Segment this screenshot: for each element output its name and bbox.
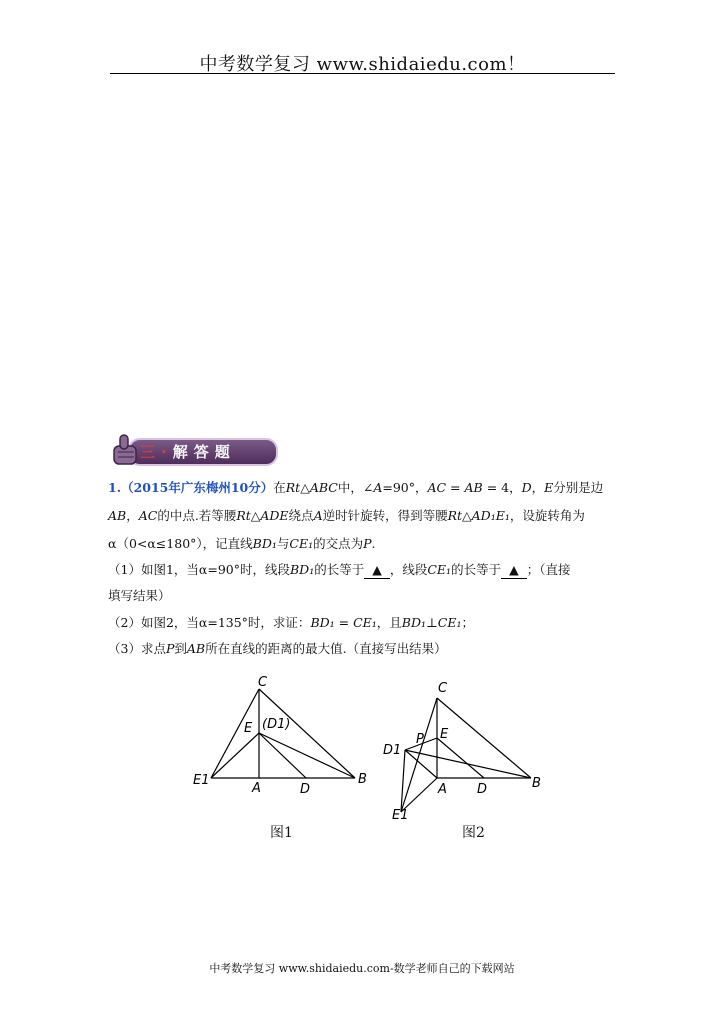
text: 逆时针旋转，得到等腰 xyxy=(322,508,448,523)
text: 与 xyxy=(276,536,290,551)
text: 的长等于 xyxy=(451,562,502,577)
math: BD₁⊥CE₁ xyxy=(401,615,462,630)
page-footer: 中考数学复习 www.shidaiedu.com-数学老师自己的下载网站 xyxy=(209,962,515,975)
text: ， xyxy=(126,508,139,523)
seg-EE1 xyxy=(211,733,259,778)
header-rule xyxy=(110,73,615,74)
math: A xyxy=(313,508,323,523)
text: （3）求点 xyxy=(108,641,166,656)
math: AB xyxy=(108,508,127,523)
question-line-1 xyxy=(108,475,614,501)
math: Rt△ADE xyxy=(236,508,289,523)
text: ，线段 xyxy=(389,562,428,577)
text: 在 xyxy=(273,480,286,495)
label-E1: E1 xyxy=(392,808,409,822)
math: CE₁ xyxy=(427,562,452,577)
figure-2-diagram xyxy=(380,672,550,822)
label-E: E xyxy=(244,721,253,736)
math: AC xyxy=(138,508,158,523)
text: = xyxy=(446,480,465,495)
answer-blank-2: ▲ xyxy=(501,562,527,579)
question-line-3 xyxy=(108,531,614,557)
text: ；（直接 xyxy=(526,562,571,577)
seg-CB xyxy=(259,689,355,778)
math: AB xyxy=(464,480,483,495)
label-D: D xyxy=(300,782,311,797)
question-number: 1. xyxy=(108,480,122,495)
text: ，设旋转角为 xyxy=(509,508,585,523)
math: P xyxy=(363,536,372,551)
math: D xyxy=(521,480,532,495)
text: 的中点.若等腰 xyxy=(157,508,237,523)
text: 分别是边 xyxy=(553,480,604,495)
math: E xyxy=(544,480,554,495)
seg-EB xyxy=(259,733,355,778)
question-part-1 xyxy=(108,557,614,583)
figure-1 xyxy=(190,672,380,806)
math: P xyxy=(165,641,175,656)
text: 绕点 xyxy=(288,508,314,523)
math: AC xyxy=(427,480,447,495)
math: BD₁ = CE₁ xyxy=(310,615,377,630)
question-part-3 xyxy=(108,636,614,662)
label-B: B xyxy=(532,776,541,791)
banner-title xyxy=(140,441,236,462)
question-part-2 xyxy=(108,610,614,636)
thumbs-up-icon xyxy=(108,432,142,468)
label-E1: E1 xyxy=(193,773,210,788)
page-header: 中考数学复习 www.shidaiedu.com！ xyxy=(199,54,526,75)
figure-1-caption: 图1 xyxy=(270,825,293,841)
text: 中，∠ xyxy=(337,480,374,495)
label-D1: D1 xyxy=(383,743,402,758)
math: BD₁ xyxy=(289,562,315,577)
figure-2-caption: 图2 xyxy=(462,825,485,841)
figure-2 xyxy=(380,672,550,826)
question-source: （2015年广东梅州10分） xyxy=(121,480,274,495)
banner-dot: · xyxy=(161,443,173,461)
text: （1）如图1，当α=90°时，线段 xyxy=(108,562,290,577)
seg-CB xyxy=(437,698,531,778)
text: （2）如图2，当α=135°时，求证： xyxy=(108,615,311,630)
text: α（0<α≤180°），记直线 xyxy=(108,536,253,551)
math: Rt△ABC xyxy=(285,480,338,495)
label-D1: (D1) xyxy=(262,717,291,732)
label-C: C xyxy=(258,675,268,690)
section-banner xyxy=(108,432,276,468)
label-E: E xyxy=(440,727,449,742)
text: 到 xyxy=(174,641,187,656)
label-A: A xyxy=(438,782,447,797)
text: = 4， xyxy=(482,480,522,495)
label-B: B xyxy=(358,772,367,787)
seg-D1A xyxy=(405,750,437,778)
seg-ED xyxy=(259,733,306,778)
text: 所在直线的距离的最大值.（直接写出结果） xyxy=(205,641,447,656)
math: A xyxy=(373,480,383,495)
question-part-1-cont xyxy=(108,583,614,609)
text: 填写结果） xyxy=(108,588,171,603)
math: CE₁ xyxy=(289,536,314,551)
label-C: C xyxy=(438,681,448,696)
text: ， xyxy=(531,480,545,495)
math: BD₁ xyxy=(252,536,277,551)
label-D: D xyxy=(477,782,488,797)
text: ； xyxy=(461,615,474,630)
text: 的长等于 xyxy=(314,562,365,577)
text: ，且 xyxy=(376,615,402,630)
banner-part1: 三 xyxy=(140,443,162,461)
answer-blank-1: ▲ xyxy=(364,562,390,579)
math: AB xyxy=(186,641,206,656)
banner-part2: 解答题 xyxy=(172,443,236,461)
text: . xyxy=(371,536,376,551)
label-A: A xyxy=(252,781,261,796)
text: 的交点为 xyxy=(313,536,364,551)
seg-ED xyxy=(437,738,484,778)
figure-1-diagram xyxy=(190,672,380,802)
question-line-2 xyxy=(108,503,614,529)
math: Rt△AD₁E₁ xyxy=(447,508,510,523)
text: =90°， xyxy=(382,480,428,495)
label-P: P xyxy=(416,732,424,747)
